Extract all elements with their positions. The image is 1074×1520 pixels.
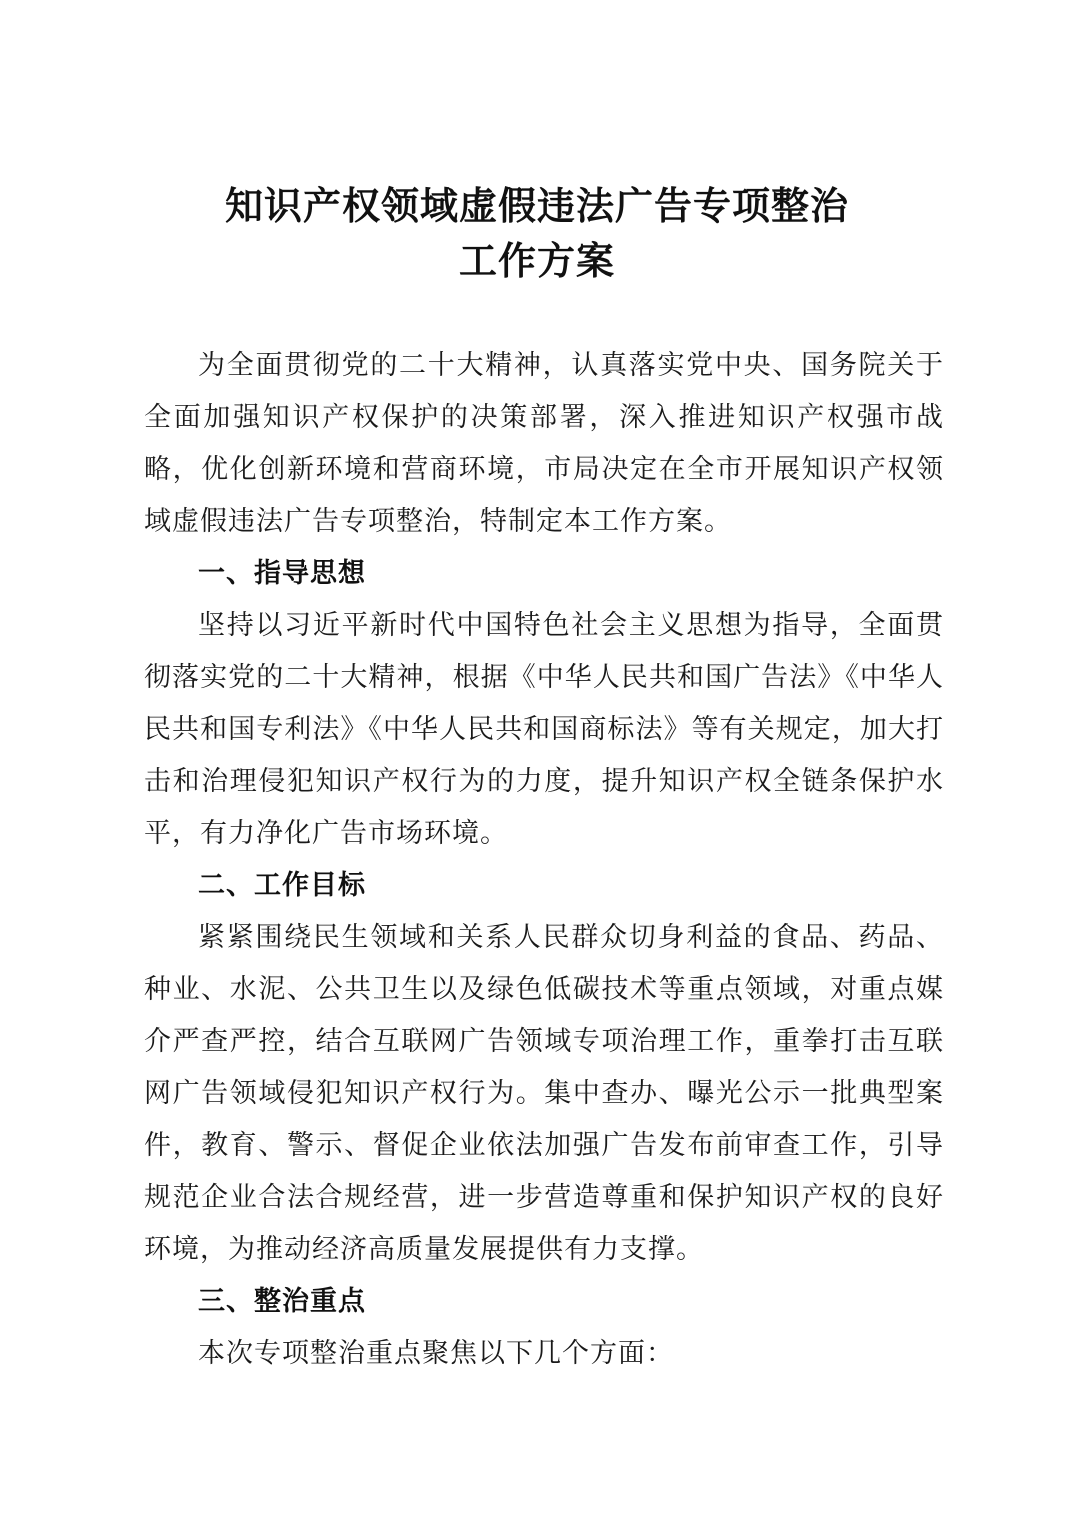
document-title-line-2: 工作方案 xyxy=(458,238,615,283)
section-heading-guiding-thought: 一、指导思想 xyxy=(198,558,366,589)
section-body-work-goals: 紧紧围绕民生领域和关系人民群众切身利益的食品、药品、种业、水泥、公共卫生以及绿色低碳技术等重点领域，对重点媒介严查严控，结合互联网广告领域专项治理工作，重拳打击互联网广告领域侵犯知识产权行为。集中查办、曝光公示一批典型案件，教育、警示、督促企业依法加强广告发布前审查工作，引导规范企业合法合规经营，进一步营造尊重和保护知识产权的良好环境，为推动经济高质量发展提供有力支撑。 xyxy=(144,922,944,1265)
document-body xyxy=(144,340,944,1380)
section-body-guiding-thought: 坚持以习近平新时代中国特色社会主义思想为指导，全面贯彻落实党的二十大精神，根据《中华人民共和国广告法》《中华人民共和国专利法》《中华人民共和国商标法》等有关规定，加大打击和治理侵犯知识产权行为的力度，提升知识产权全链条保护水平，有力净化广告市场环境。 xyxy=(144,610,944,849)
section-heading-rectification-focus: 三、整治重点 xyxy=(198,1286,366,1317)
document-title-line-1: 知识产权领域虚假违法广告专项整治 xyxy=(224,183,849,228)
section-body-rectification-focus: 本次专项整治重点聚焦以下几个方面： xyxy=(198,1338,674,1369)
section-heading-work-goals: 二、工作目标 xyxy=(198,870,366,901)
intro-paragraph: 为全面贯彻党的二十大精神，认真落实党中央、国务院关于全面加强知识产权保护的决策部署，深入推进知识产权强市战略，优化创新环境和营商环境，市局决定在全市开展知识产权领域虚假违法广告专项整治，特制定本工作方案。 xyxy=(144,350,944,537)
